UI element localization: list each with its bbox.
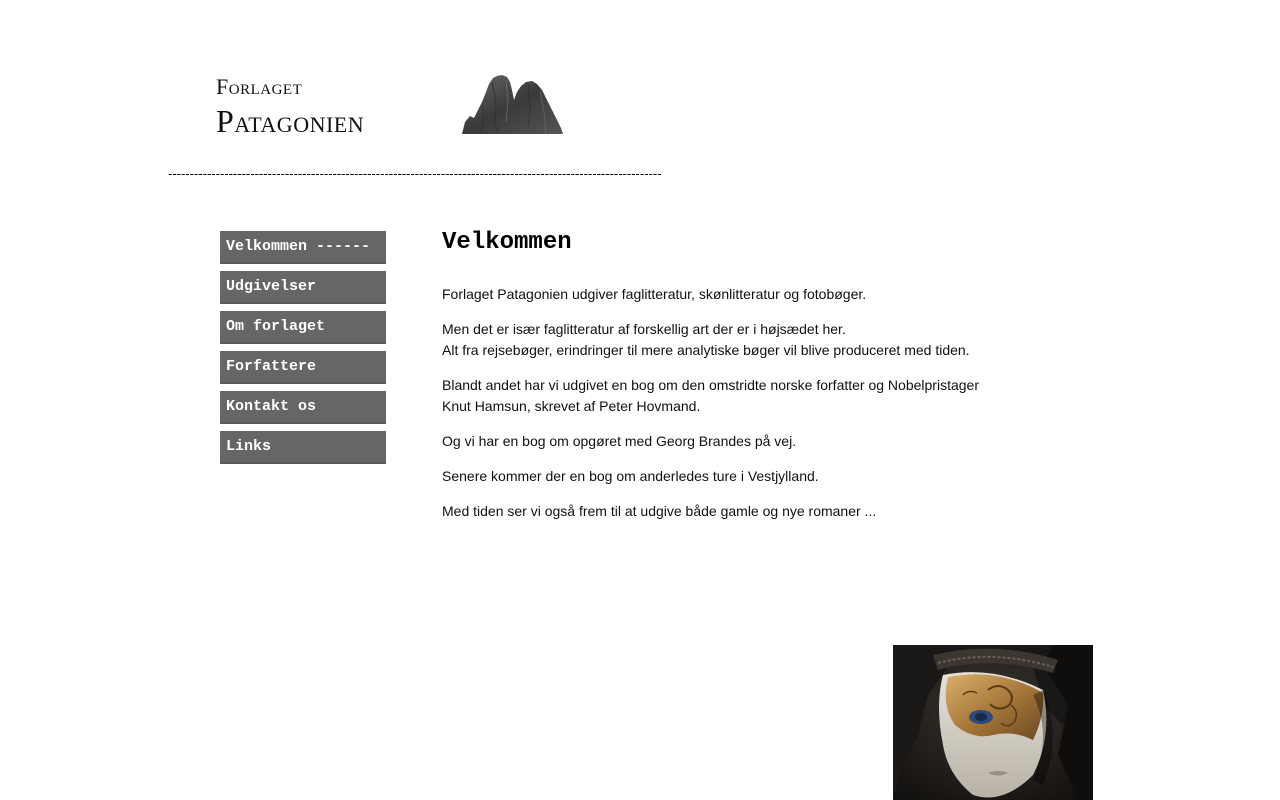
header-divider: ------------------------------------------------------------------------------------------------------------------ bbox=[168, 166, 662, 181]
paragraph-line: Med tiden ser vi også frem til at udgive både gamle og nye romaner ... bbox=[442, 503, 877, 519]
paragraph bbox=[442, 466, 1002, 487]
mountain-logo-icon bbox=[462, 72, 563, 134]
nav-item-forfattere[interactable]: Forfattere bbox=[220, 351, 386, 384]
main-content bbox=[442, 228, 1002, 522]
paragraph bbox=[442, 319, 1002, 361]
nav-item-kontakt-os[interactable]: Kontakt os bbox=[220, 391, 386, 424]
nav-item-om-forlaget[interactable]: Om forlaget bbox=[220, 311, 386, 344]
paragraph-line: Senere kommer der en bog om anderledes ture i Vestjylland. bbox=[442, 468, 819, 484]
paragraph-line: Knut Hamsun, skrevet af Peter Hovmand. bbox=[442, 398, 701, 414]
paragraph-line: Alt fra rejsebøger, erindringer til mere analytiske bøger vil blive produceret med tiden. bbox=[442, 342, 970, 358]
mask-image-icon bbox=[893, 645, 1093, 800]
paragraph bbox=[442, 375, 1002, 417]
paragraph bbox=[442, 431, 1002, 452]
paragraph-line: Men det er især faglitteratur af forskellig art der er i højsædet her. bbox=[442, 321, 846, 337]
paragraph-line: Blandt andet har vi udgivet en bog om den omstridte norske forfatter og Nobelpristager bbox=[442, 377, 979, 393]
paragraph-line: Forlaget Patagonien udgiver faglitteratur, skønlitteratur og fotobøger. bbox=[442, 286, 867, 302]
paragraph-line: Og vi har en bog om opgøret med Georg Brandes på vej. bbox=[442, 433, 797, 449]
paragraph bbox=[442, 284, 1002, 305]
nav-item-links[interactable]: Links bbox=[220, 431, 386, 464]
main-nav bbox=[220, 231, 386, 471]
logo[interactable] bbox=[216, 76, 364, 137]
nav-item-velkommen[interactable]: Velkommen ------ bbox=[220, 231, 386, 264]
page-title: Velkommen bbox=[442, 229, 572, 256]
logo-line-1: Forlaget bbox=[216, 74, 303, 99]
logo-line-2: Patagonien bbox=[216, 103, 365, 139]
paragraph bbox=[442, 501, 1002, 522]
nav-item-udgivelser[interactable]: Udgivelser bbox=[220, 271, 386, 304]
venetian-mask-photo bbox=[893, 645, 1093, 800]
